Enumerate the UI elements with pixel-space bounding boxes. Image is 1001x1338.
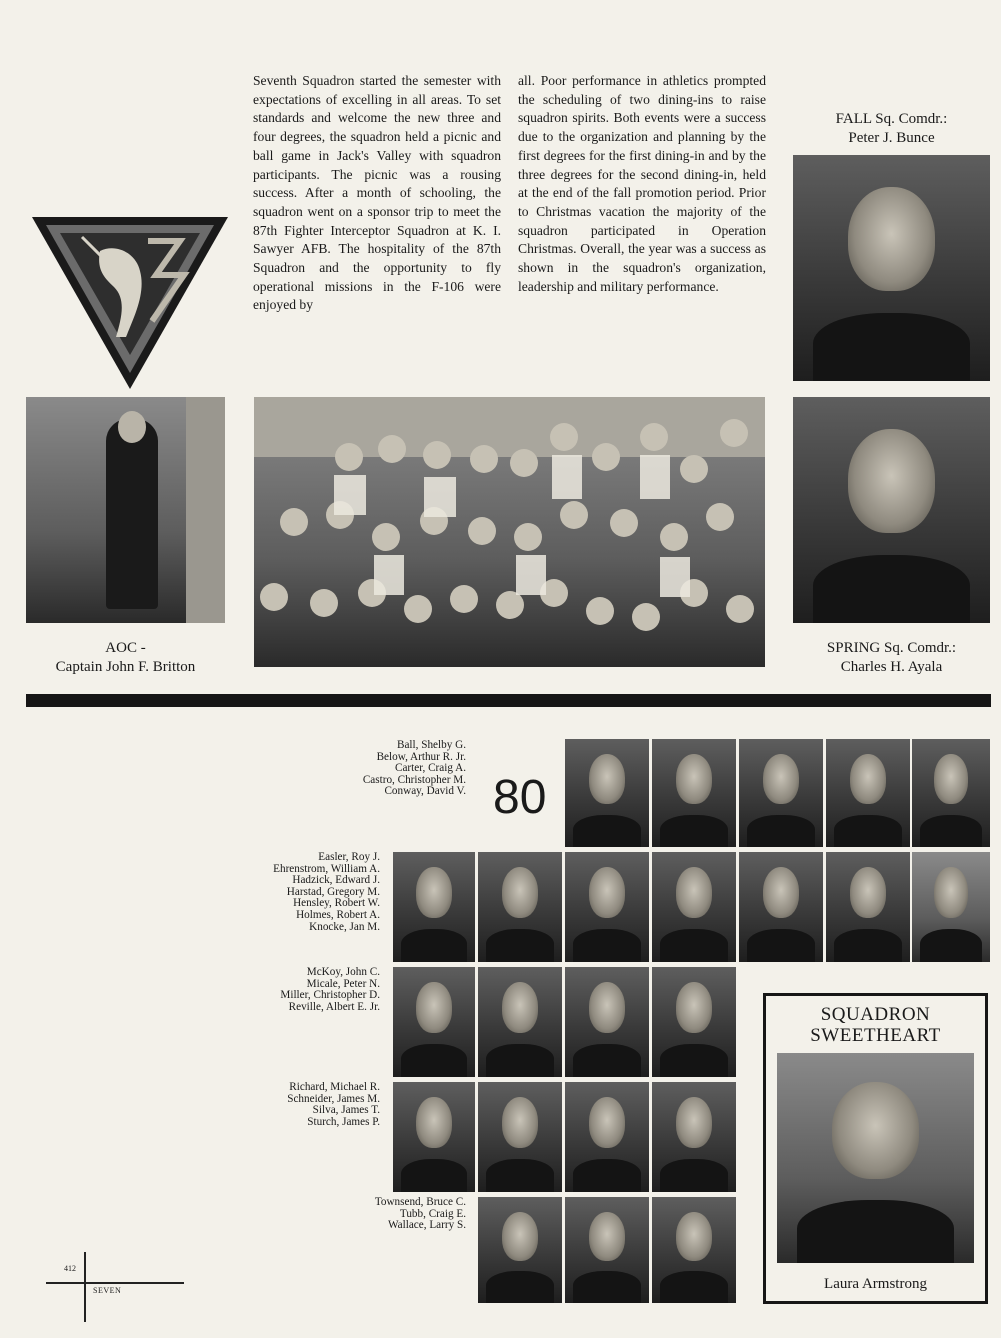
section-divider-bar <box>26 694 991 707</box>
sweetheart-name: Laura Armstrong <box>824 1276 927 1292</box>
cadet-portrait <box>912 852 990 962</box>
aoc-face <box>118 411 146 443</box>
aoc-photo <box>26 397 225 623</box>
sweetheart-photo <box>777 1053 974 1263</box>
roster-name: Hensley, Robert W. <box>293 897 380 910</box>
article-column-1: Seventh Squadron started the semester with expectations of excelling in all areas. To set standards and welcome the new three and four degrees, the squadron held a picnic and ball game in Jack's Valley with squadron participants. The picnic was a rousing success. After a month of schooling, the squadron went on a sponsor trip to meet the 87th Fighter Interceptor Squadron at K. I. Sawyer AFB. The hospitality of the 87th Squadron and the opportunity to fly operational missions in the F-106 were enjoyed by <box>253 73 501 313</box>
roster-name: Knocke, Jan M. <box>309 920 380 933</box>
roster-names-row-3 <box>200 967 380 1013</box>
cadet-portrait <box>739 739 823 847</box>
roster-name: Harstad, Gregory M. <box>286 885 380 898</box>
cadet-portrait <box>652 1082 736 1192</box>
cadet-portrait <box>565 1197 649 1303</box>
roster-name: Micale, Peter N. <box>306 977 380 990</box>
cadet-portrait <box>652 1197 736 1303</box>
sweetheart-title-line-2: SWEETHEART <box>810 1025 941 1046</box>
roster-name: Schneider, James M. <box>287 1092 380 1105</box>
roster-name: Sturch, James P. <box>307 1115 380 1128</box>
roster-name: Conway, David V. <box>384 785 466 798</box>
roster-name: Castro, Christopher M. <box>362 773 466 786</box>
class-year-number: 80 <box>493 771 547 824</box>
roster-names-row-1 <box>300 740 466 798</box>
group-photo-figures <box>254 397 765 667</box>
page-number: 412 <box>64 1264 76 1273</box>
sweetheart-title <box>766 1004 985 1046</box>
cadet-portrait <box>478 1197 562 1303</box>
roster-name: Reville, Albert E. Jr. <box>288 1000 380 1013</box>
cadet-portrait <box>565 1082 649 1192</box>
roster-name: Easler, Roy J. <box>318 851 380 863</box>
cadet-portrait <box>478 1082 562 1192</box>
cadet-portrait <box>478 967 562 1077</box>
aoc-figure <box>106 419 158 609</box>
spring-commander-photo <box>793 397 990 623</box>
aoc-caption <box>26 639 225 677</box>
spring-commander-title: SPRING Sq. Comdr.: <box>826 640 957 656</box>
cadet-portrait <box>652 739 736 847</box>
cadet-portrait <box>565 967 649 1077</box>
squadron-patch-emblem <box>30 213 230 393</box>
cadet-portrait <box>565 739 649 847</box>
cadet-portrait <box>826 739 910 847</box>
aoc-title: AOC - <box>105 640 146 656</box>
cadet-portrait <box>478 852 562 962</box>
cadet-portrait <box>565 852 649 962</box>
roster-name: Carter, Craig A. <box>394 762 466 775</box>
folio-vertical-rule <box>84 1252 86 1322</box>
sweetheart-title-line-1: SQUADRON <box>820 1004 931 1025</box>
roster-name: Holmes, Robert A. <box>296 908 380 921</box>
cadet-portrait <box>393 967 475 1077</box>
roster-name: Tubb, Craig E. <box>399 1207 466 1220</box>
squadron-sweetheart-box <box>763 993 988 1304</box>
roster-name: Wallace, Larry S. <box>388 1219 466 1232</box>
folio-horizontal-rule <box>46 1282 184 1284</box>
cadet-portrait <box>826 852 910 962</box>
roster-names-row-2 <box>200 852 380 933</box>
door-panel <box>186 397 225 623</box>
fall-commander-name: Peter J. Bunce <box>848 130 935 146</box>
roster-name: Miller, Christopher D. <box>280 989 380 1002</box>
cadet-portrait <box>739 852 823 962</box>
roster-name: McKoy, John C. <box>306 966 380 978</box>
cadet-portrait <box>652 967 736 1077</box>
section-label: SEVEN <box>93 1286 122 1295</box>
roster-name: Richard, Michael R. <box>289 1081 380 1093</box>
cadet-portrait <box>652 852 736 962</box>
spring-commander-name: Charles H. Ayala <box>840 659 943 675</box>
roster-name: Below, Arthur R. Jr. <box>376 750 466 763</box>
aoc-name: Captain John F. Britton <box>55 659 196 675</box>
cadet-portrait <box>393 1082 475 1192</box>
fall-commander-photo <box>793 155 990 381</box>
cadet-portrait <box>912 739 990 847</box>
cadet-portrait <box>393 852 475 962</box>
dining-in-group-photo <box>254 397 765 667</box>
roster-names-row-5 <box>290 1197 466 1232</box>
spring-commander-caption <box>793 639 990 677</box>
roster-name: Hadzick, Edward J. <box>292 874 380 887</box>
fall-commander-title: FALL Sq. Comdr.: <box>835 111 948 127</box>
roster-name: Ball, Shelby G. <box>397 739 466 751</box>
roster-name: Silva, James T. <box>312 1104 380 1117</box>
roster-name: Townsend, Bruce C. <box>374 1196 466 1208</box>
roster-name: Ehrenstrom, William A. <box>273 862 380 875</box>
roster-names-row-4 <box>200 1082 380 1128</box>
fall-commander-caption <box>793 110 990 148</box>
article-column-2: all. Poor performance in athletics prompted the scheduling of two dining-ins to raise squadron spirits. Both events were a success due to the organization and planning by the first degrees for the first dining-in and by the three degrees for the second dining-in, held at the end of the fall promotion period. Prior to Christmas vacation the majority of the squadron participated in Operation Christmas. Overall, the year was a success as shown in the squadron's organization, leadership and military performance. <box>518 73 766 294</box>
